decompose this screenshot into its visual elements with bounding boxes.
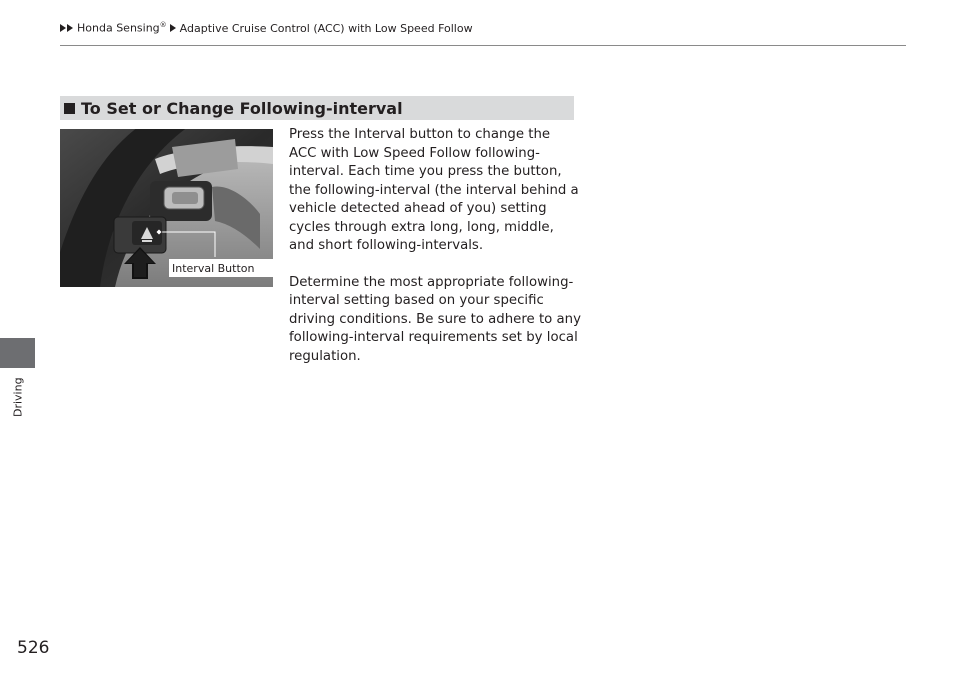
interval-button-callout: Interval Button <box>172 262 255 275</box>
body-text <box>289 126 581 384</box>
section-title: To Set or Change Following-interval <box>81 98 403 118</box>
section-header <box>60 96 574 120</box>
paragraph-2: Determine the most appropriate following-interval setting based on your specific driving conditions. Be sure to adhere to any following-interval requirements set by local regulation. <box>289 274 581 364</box>
breadcrumb <box>60 20 473 36</box>
breadcrumb-item-acc[interactable]: Adaptive Cruise Control (ACC) with Low Speed Follow <box>179 21 473 35</box>
section-square-icon <box>64 103 75 114</box>
page-number: 526 <box>17 638 50 658</box>
chapter-tab[interactable] <box>0 338 35 368</box>
chapter-tab-label: Driving <box>11 377 25 417</box>
breadcrumb-arrow-icon <box>60 24 66 32</box>
breadcrumb-arrow-icon <box>170 24 176 32</box>
breadcrumb-arrow-icon <box>67 24 73 32</box>
breadcrumb-item-honda-sensing[interactable]: Honda Sensing® <box>77 21 167 35</box>
breadcrumb-separator <box>170 24 177 32</box>
header-rule <box>60 45 906 46</box>
paragraph-1: Press the Interval button to change the ACC with Low Speed Follow following-interval. Each time you press the button, the following-interval (the interval behind a vehicle detected ahead of you) setting cycles through extra long, long, middle, and short following-intervals. <box>289 127 579 253</box>
steering-wheel-figure <box>60 129 273 287</box>
